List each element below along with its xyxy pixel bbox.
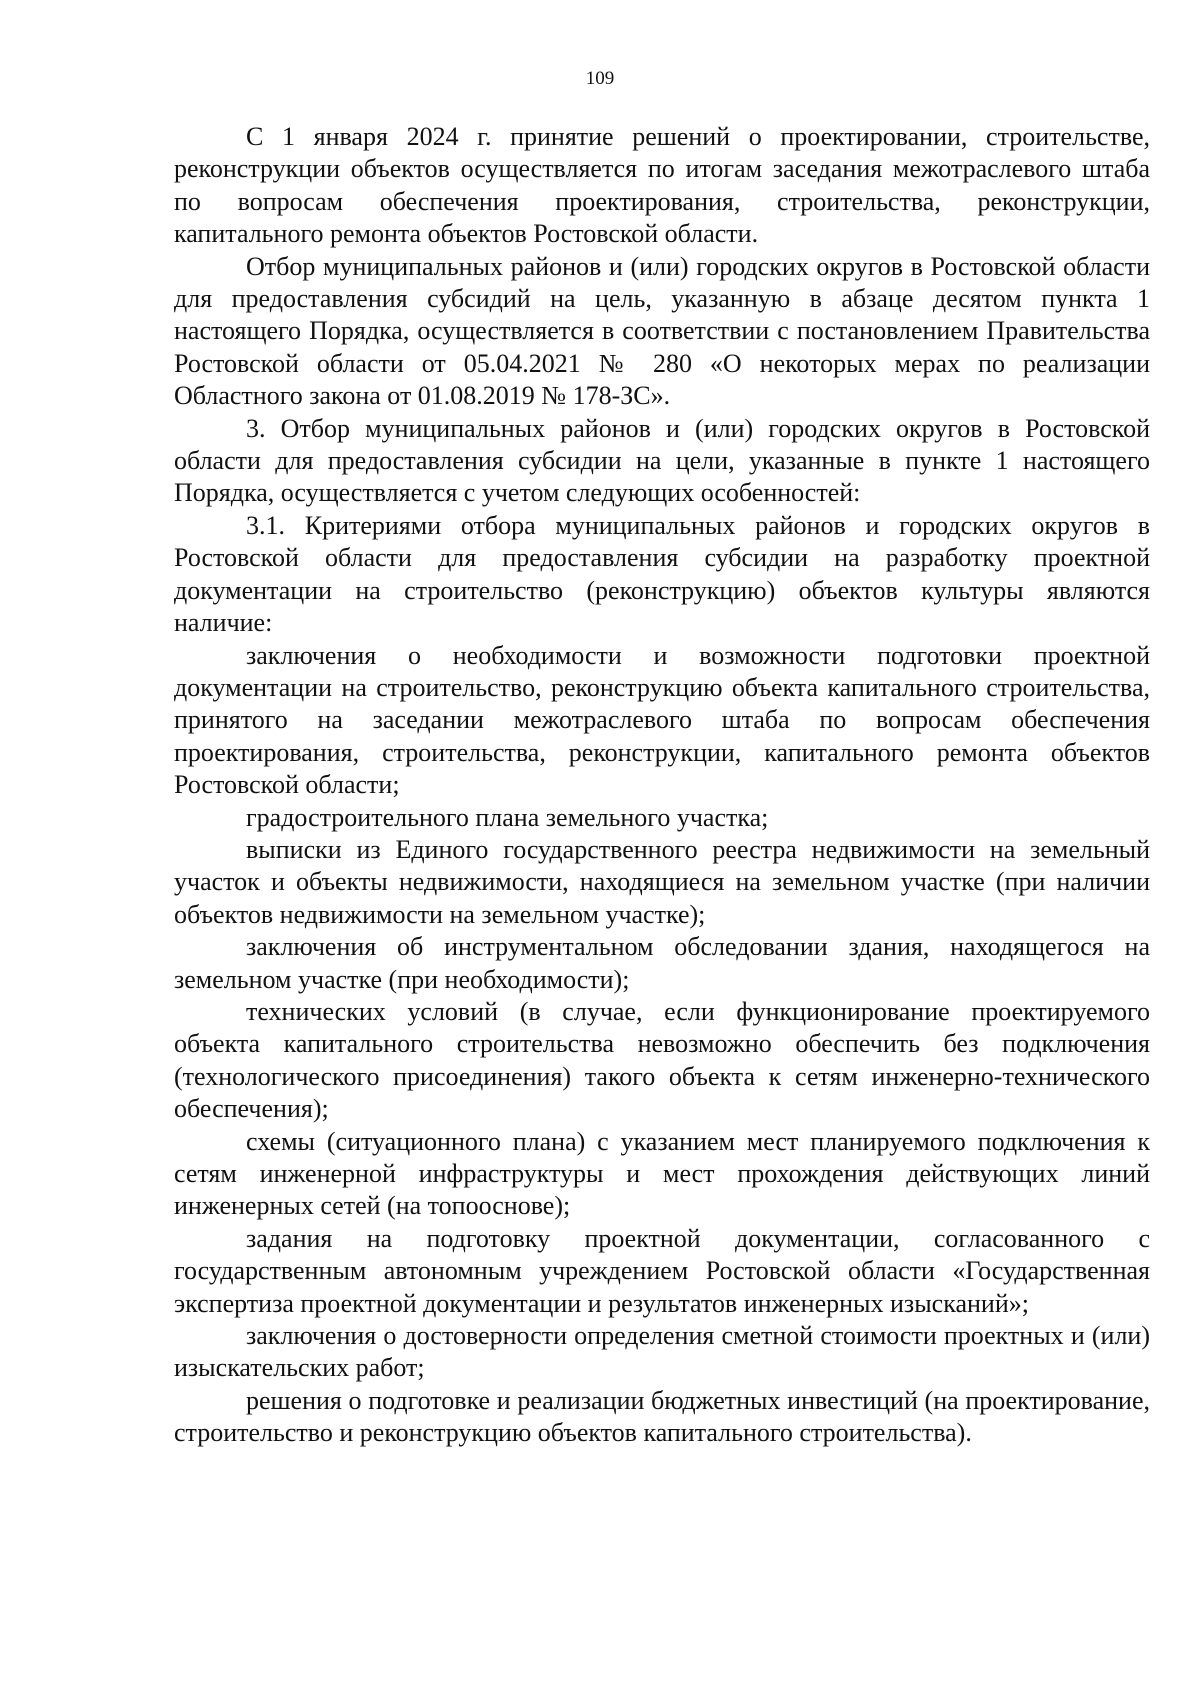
document-body [174, 121, 1150, 1450]
paragraph-item-3: 3. Отбор муниципальных районов и (или) городских округов в Ростовской области для предоставления субсидии на цели, указанные в пункте 1 настоящего Порядка, осуществляется с учетом следующих особенностей: [174, 413, 1150, 508]
paragraph-item-3-1: 3.1. Критериями отбора муниципальных районов и городских округов в Ростовской области для предоставления субсидии на разработку проектной документации на строительство (реконструкцию) объектов культуры являются наличие: [174, 510, 1150, 638]
criterion-building-survey: заключения об инструментальном обследовании здания, находящегося на земельном участке (при необходимости); [174, 932, 1150, 994]
criterion-cost-estimate-conclusion: заключения о достоверности определения сметной стоимости проектных и (или) изыскательских работ; [174, 1321, 1150, 1383]
criterion-situation-plan: схемы (ситуационного плана) с указанием мест планируемого подключения к сетям инженерной инфраструктуры и мест прохождения действующих линий инженерных сетей (на топооснове); [174, 1126, 1150, 1221]
criterion-interagency-conclusion: заключения о необходимости и возможности подготовки проектной документации на строительство, реконструкцию объекта капитального строительства, принятого на заседании межотраслевого штаба по вопросам обеспечения проектирования, строительства, реконструкции, капитального ремонта объектов Ростовской области; [174, 640, 1150, 800]
criterion-design-assignment: задания на подготовку проектной документации, согласованного с государственным автономным учреждением Ростовской области «Государственная экспертиза проектной документации и результатов инженерных изысканий»; [174, 1223, 1150, 1318]
page-number: 109 [585, 68, 615, 89]
criterion-urban-plan: градостроительного плана земельного участка; [246, 802, 769, 832]
paragraph-selection-by-resolution: Отбор муниципальных районов и (или) городских округов в Ростовской области для предоставления субсидий на цель, указанную в абзаце десятом пункта 1 настоящего Порядка, осуществляется в соответствии с постановлением Правительства Ростовской области от 05.04.2021 № 280 «О некоторых мерах по реализации Областного закона от 01.08.2019 № 178-ЗС». [174, 251, 1150, 411]
paragraph-decision-schedule: С 1 января 2024 г. принятие решений о проектировании, строительстве, реконструкции объектов осуществляется по итогам заседания межотраслевого штаба по вопросам обеспечения проектирования, строительства, реконструкции, капитального ремонта объектов Ростовской области. [174, 122, 1150, 249]
criterion-registry-extract: выписки из Единого государственного реестра недвижимости на земельный участок и объекты недвижимости, находящиеся на земельном участке (при наличии объектов недвижимости на земельном участке); [174, 834, 1150, 929]
criterion-technical-conditions: технических условий (в случае, если функционирование проектируемого объекта капитального строительства невозможно обеспечить без подключения (технологического присоединения) такого объекта к сетям инженерно-технического обеспечения); [174, 996, 1150, 1124]
criterion-investment-decision: решения о подготовке и реализации бюджетных инвестиций (на проектирование, строительство и реконструкцию объектов капитального строительства). [174, 1385, 1150, 1448]
